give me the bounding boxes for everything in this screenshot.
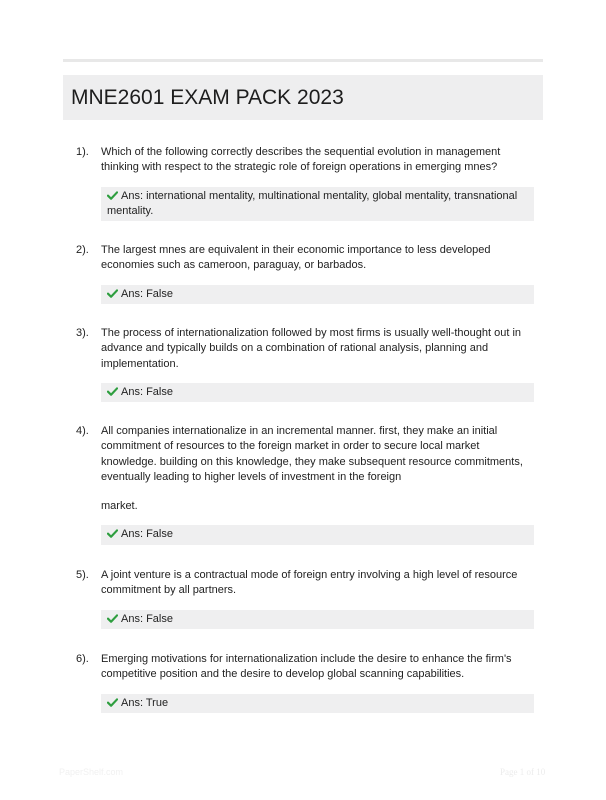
answer-box [101, 610, 534, 629]
check-icon [107, 289, 118, 298]
question-item [76, 568, 536, 629]
footer-watermark: PaperShelf.com [59, 767, 124, 777]
answer-text: Ans: False [121, 612, 173, 625]
question-text: Which of the following correctly describes the sequential evolution in management thinking with respect to the strategic role of foreign operations in emerging mnes? [101, 146, 501, 174]
check-icon [107, 387, 118, 396]
answer-box [101, 285, 534, 304]
answer-box [101, 694, 534, 713]
question-number: 6). [76, 653, 89, 665]
question-text: The largest mnes are equivalent in their economic importance to less developed economies such as cameroon, paraguay, or barbados. [101, 244, 491, 272]
question-text: A joint venture is a contractual mode of foreign entry involving a high level of resource commitment by all partners. [101, 569, 518, 597]
question-item [76, 652, 536, 713]
answer-text: Ans: international mentality, multinational mentality, global mentality, transnational mentality. [107, 189, 518, 217]
check-icon [107, 614, 118, 623]
question-number: 2). [76, 244, 89, 256]
question-item [76, 243, 536, 304]
question-item [76, 145, 536, 221]
answer-box [101, 525, 534, 544]
question-item [76, 326, 536, 402]
question-number: 4). [76, 425, 89, 437]
top-divider [63, 59, 543, 62]
answer-box [101, 383, 534, 402]
question-text: All companies internationalize in an incremental manner. first, they make an initial commitment of resources to the foreign market in order to secure local market knowledge. building on this knowledge, they make subsequent resource commitments, eventually leading to higher levels of investment in the foreign [101, 425, 523, 483]
question-text: The process of internationalization followed by most firms is usually well-thought out in advance and typically builds on a combination of rational analysis, planning and implementation. [101, 327, 522, 370]
answer-box [101, 187, 534, 222]
check-icon [107, 191, 118, 200]
answer-text: Ans: False [121, 287, 173, 300]
question-number: 3). [76, 327, 89, 339]
question-number: 1). [76, 146, 89, 158]
page-title: MNE2601 EXAM PACK 2023 [71, 85, 344, 109]
check-icon [107, 698, 118, 707]
title-banner [63, 75, 543, 120]
page-number: Page 1 of 10 [500, 767, 546, 777]
question-text: Emerging motivations for internationalization include the desire to enhance the firm's competitive position and the desire to develop global scanning capabilities. [101, 653, 512, 681]
question-item [76, 424, 536, 545]
question-text-continuation: market. [101, 500, 138, 513]
check-icon [107, 529, 118, 538]
question-number: 5). [76, 569, 89, 581]
answer-text: Ans: True [121, 696, 169, 709]
answer-text: Ans: False [121, 385, 173, 398]
answer-text: Ans: False [121, 528, 173, 541]
